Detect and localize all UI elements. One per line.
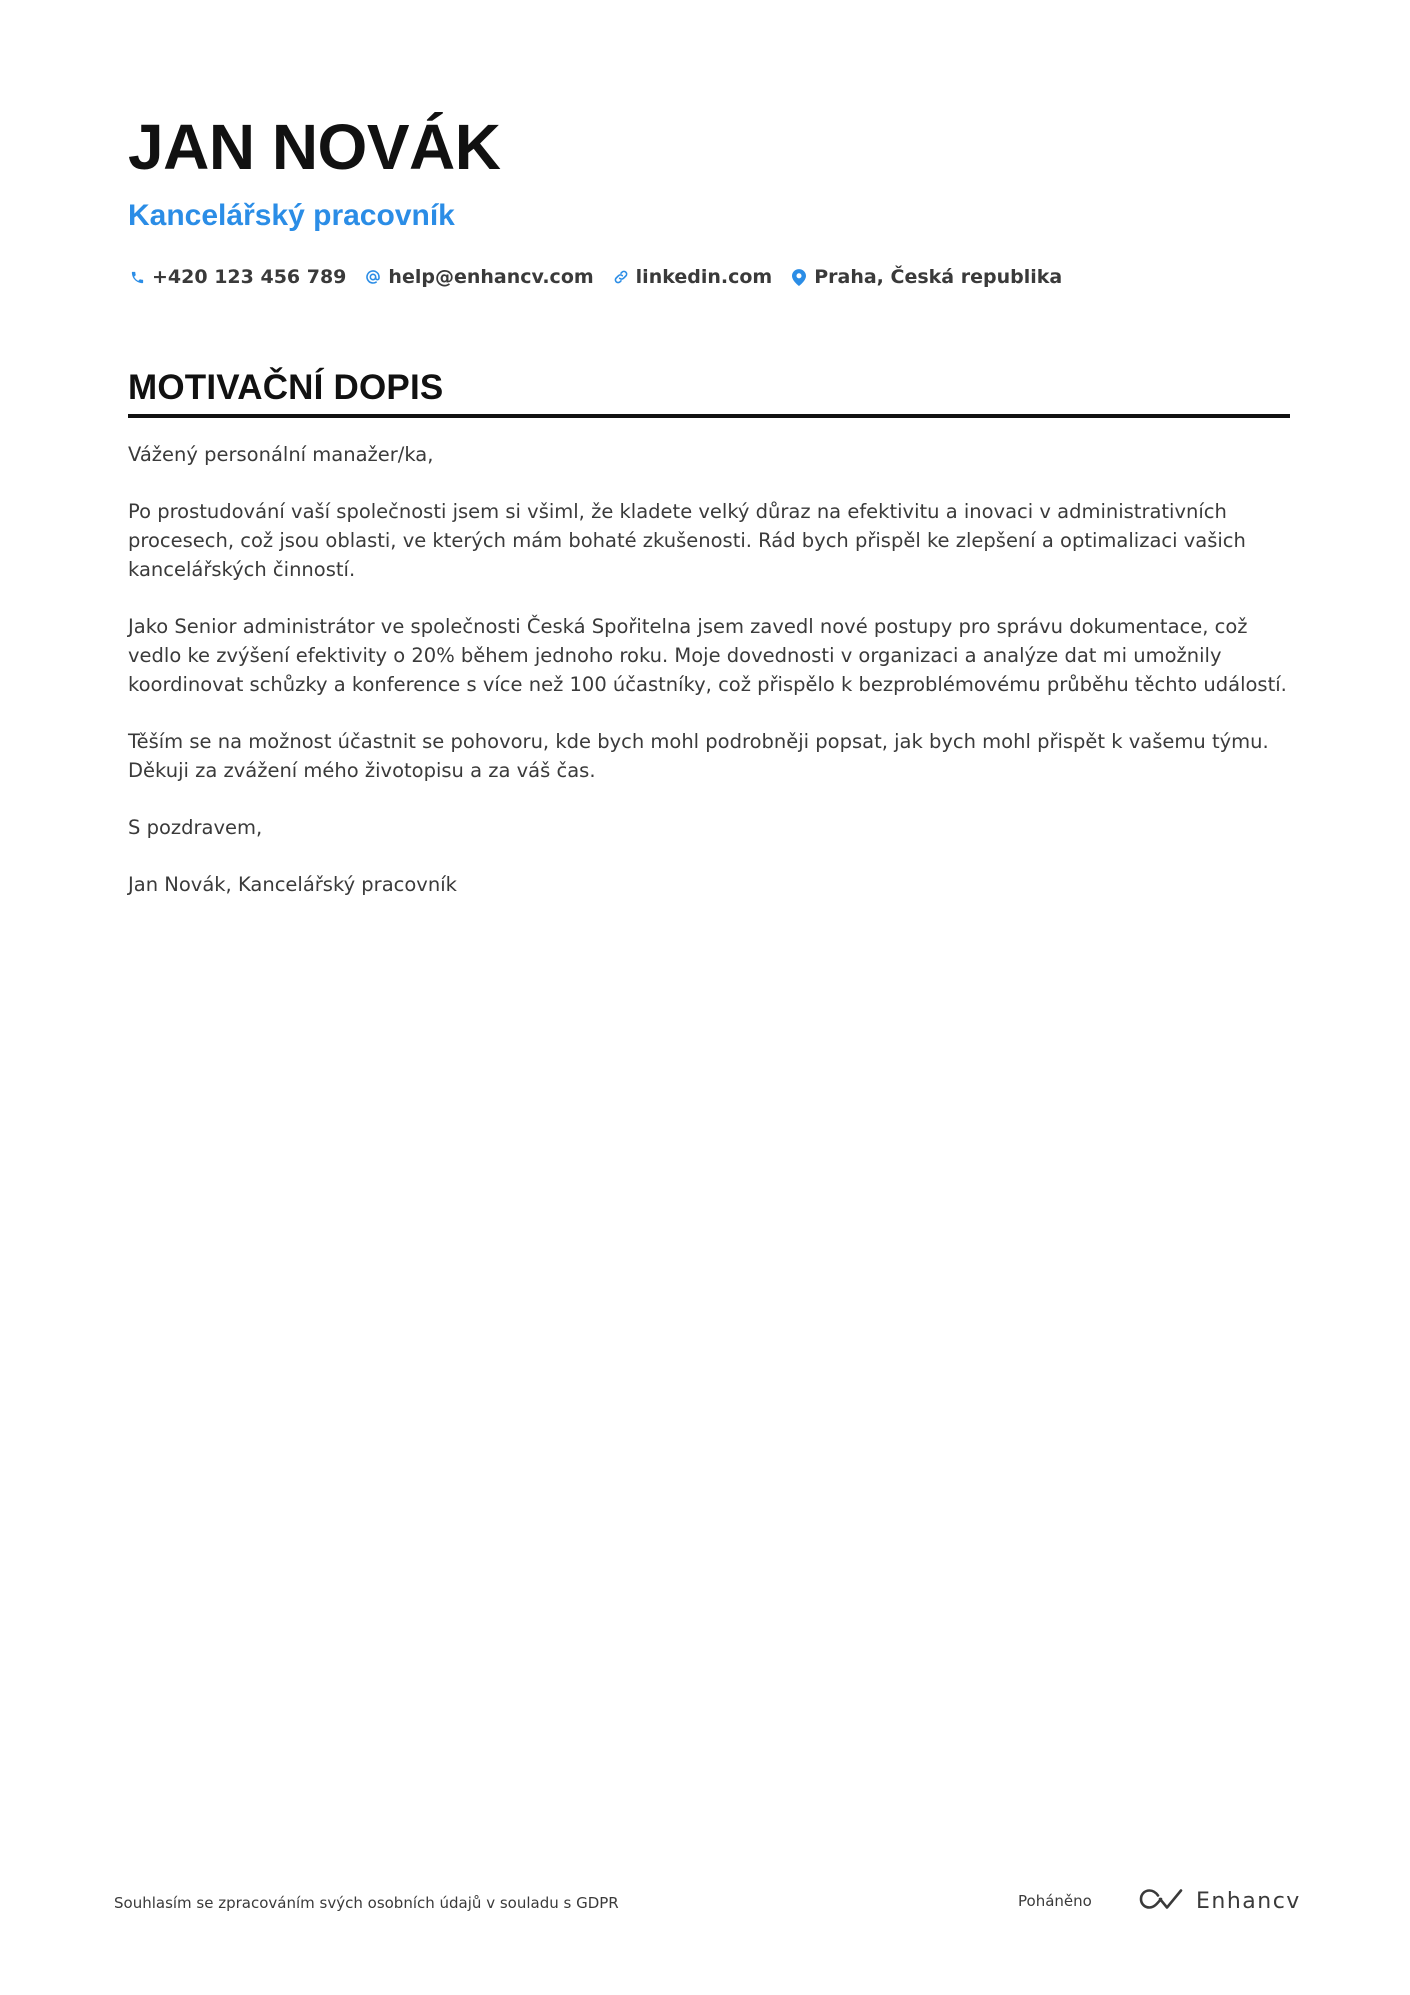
signature: Jan Novák, Kancelářský pracovník <box>128 873 457 896</box>
letter-paragraph: Těším se na možnost účastnit se pohovoru, kde bych mohl podrobněji popsat, jak bych mohl přispět k vašemu týmu. Děkuji za zvážení mého životopisu a za váš čas. <box>128 730 1269 782</box>
closing: S pozdravem, <box>128 816 263 839</box>
salutation: Vážený personální manažer/ka, <box>128 443 434 466</box>
linkedin-link[interactable]: linkedin.com <box>635 266 773 288</box>
section-title: MOTIVAČNÍ DOPIS <box>128 368 444 407</box>
contact-location <box>790 266 1062 288</box>
letter-paragraph: Jako Senior administrátor ve společnosti Česká Spořitelna jsem zavedl nové postupy pro správu dokumentace, což vedlo ke zvýšení efektivity o 20% během jednoho roku. Moje dovednosti v organizaci a analýze dat mi umožnily koordinovat schůzky a konference s více než 100 účastníky, což přispělo k bezproblémovému průběhu těchto událostí. <box>128 615 1287 696</box>
cover-letter-section <box>128 366 1290 927</box>
email-address[interactable]: help@enhancv.com <box>388 266 594 288</box>
enhancv-brand[interactable] <box>1138 1884 1301 1918</box>
at-icon <box>364 268 382 286</box>
enhancv-logo-icon <box>1138 1887 1184 1915</box>
job-title: Kancelářský pracovník <box>128 199 455 232</box>
location-text: Praha, Česká republika <box>814 266 1063 288</box>
link-icon <box>612 268 630 286</box>
contact-phone <box>128 266 346 288</box>
candidate-name: JAN NOVÁK <box>128 111 501 183</box>
letter-paragraph: Po prostudování vaší společnosti jsem si všiml, že kladete velký důraz na efektivitu a inovaci v administrativních procesech, což jsou oblasti, ve kterých mám bohaté zkušenosti. Rád bych přispěl ke zlepšení a optimalizaci vašich kancelářských činností. <box>128 500 1246 581</box>
enhancv-brand-name: Enhancv <box>1196 1888 1301 1914</box>
letter-body <box>128 440 1290 899</box>
section-divider <box>128 414 1290 418</box>
header <box>128 104 1288 294</box>
powered-by-label: Poháněno <box>1018 1892 1092 1910</box>
contact-list <box>128 260 1288 294</box>
footer <box>114 1880 1301 1926</box>
phone-number[interactable]: +420 123 456 789 <box>152 266 347 288</box>
location-pin-icon <box>790 268 808 286</box>
gdpr-consent-text: Souhlasím se zpracováním svých osobních údajů v souladu s GDPR <box>114 1894 619 1912</box>
contact-linkedin <box>612 266 773 288</box>
contact-email <box>364 266 593 288</box>
phone-icon <box>128 268 146 286</box>
